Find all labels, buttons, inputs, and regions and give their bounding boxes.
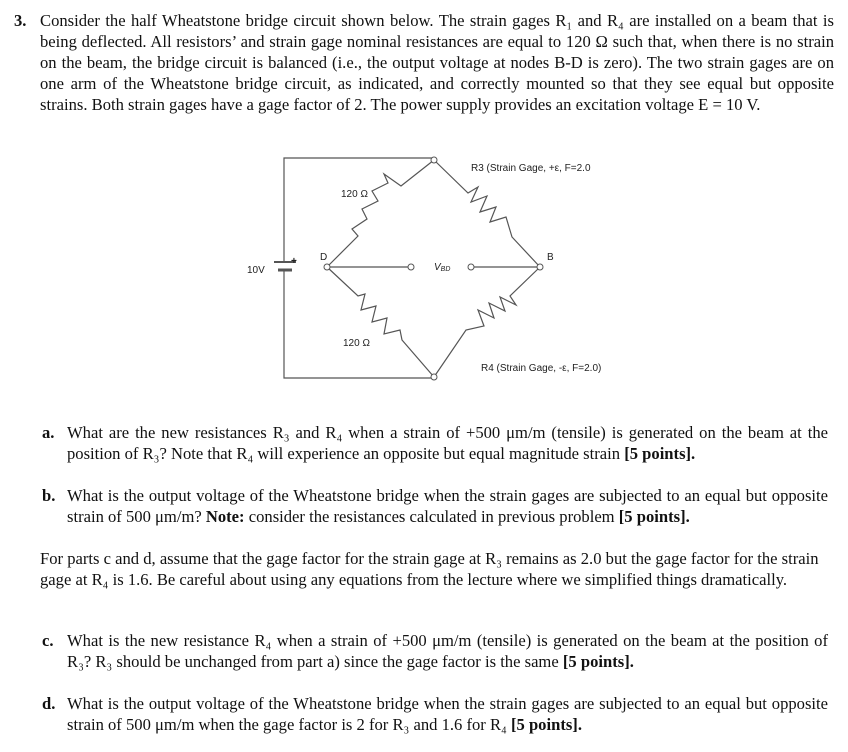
note-parts-c-d: For parts c and d, assume that the gage factor for the strain gage at R₃ remains as 2.0 but the gage factor for the strain gage at R₄ is 1.6. Be careful about using any equations from the lecture where we simplified things dramatically. xyxy=(40,549,819,589)
node-b-label: B xyxy=(547,252,554,263)
r4-label: R4 (Strain Gage, -ε, F=2.0) xyxy=(481,363,602,374)
resistor-r4 xyxy=(434,267,540,377)
part-c: c. What is the new resistance R₄ when a strain of +500 μm/m (tensile) is generated on the beam at the position of R₃? R₃ should be unchanged from part a) since the gage factor is the same [5 points]. xyxy=(42,631,828,671)
r3-label: R3 (Strain Gage, +ε, F=2.0 xyxy=(471,163,591,174)
vbd-label: VBD xyxy=(434,262,451,273)
r-top-left-label: 120 Ω xyxy=(341,189,368,200)
r-bottom-left-label: 120 Ω xyxy=(343,338,370,349)
node-d xyxy=(324,264,330,270)
question-text: Consider the half Wheatstone bridge circuit shown below. The strain gages R₁ and R₄ are installed on a beam that is being deflected. All resistors’ and strain gage nominal resistances are equal to 120 Ω such that, when there is no strain on the beam, the bridge circuit is balanced (i.e., the output voltage at nodes B-D is zero). The two strain gages are on one arm of the Wheatstone bridge circuit, as indicated, and correctly mounted so that they see equal but opposite strains. Both strain gages have a gage factor of 2. The power supply provides an excitation voltage E = 10 V. xyxy=(40,11,834,114)
terminal-b xyxy=(468,264,474,270)
resistor-bottom-left xyxy=(327,267,434,377)
resistor-r3 xyxy=(434,160,540,267)
part-b: b. What is the output voltage of the Wheatstone bridge when the strain gages are subjected to an equal but opposite strain of 500 μm/m? Note: consider the resistances calculated in previous problem [5 points]. xyxy=(42,486,828,526)
outer-wire xyxy=(284,158,434,258)
resistor-top-left xyxy=(327,160,434,267)
part-a: a. What are the new resistances R₃ and R₄ when a strain of +500 μm/m (tensile) is generated on the beam at the position of R₃? Note that R₄ will experience an opposite but equal magnitude strain [5 points]. xyxy=(42,423,828,463)
part-d: d. What is the output voltage of the Wheatstone bridge when the strain gages are subjected to an equal but opposite strain of 500 μm/m when the gage factor is 2 for R₃ and 1.6 for R₄ [5 points]. xyxy=(42,694,828,734)
source-label: 10V xyxy=(247,265,265,276)
question-number: 3. xyxy=(14,11,27,30)
outer-wire-bottom xyxy=(284,276,434,378)
node-d-label: D xyxy=(320,252,328,263)
node-top xyxy=(431,157,437,163)
node-b xyxy=(537,264,543,270)
node-bottom xyxy=(431,374,437,380)
terminal-d xyxy=(408,264,414,270)
plus-sign: + xyxy=(291,256,297,267)
